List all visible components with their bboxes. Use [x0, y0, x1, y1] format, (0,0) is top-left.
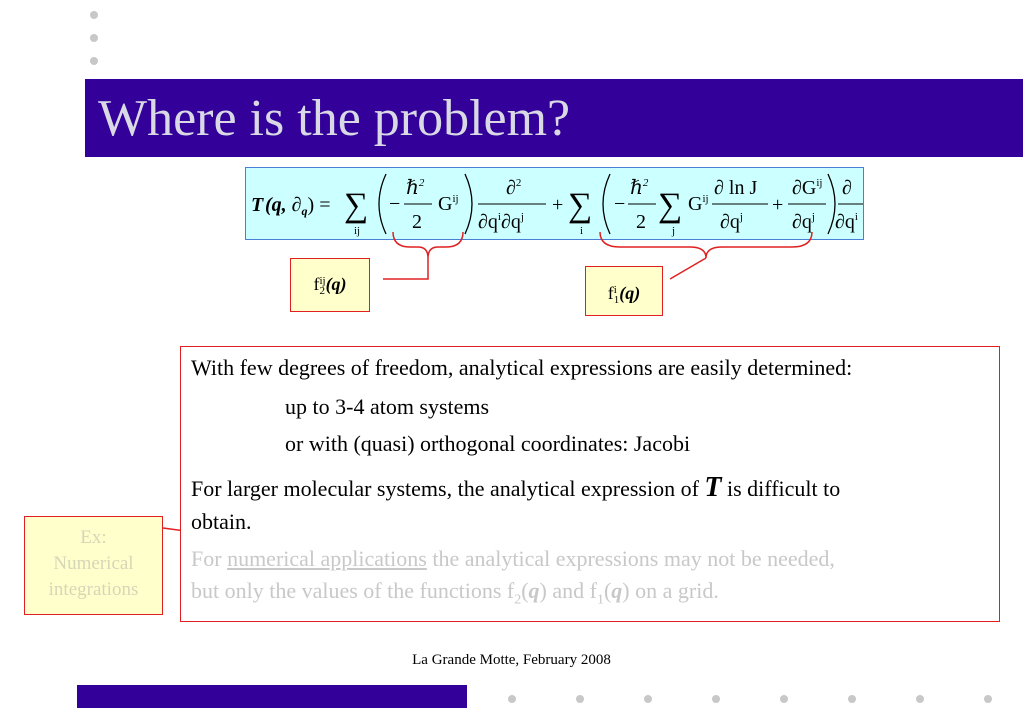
- formula-Gij-2: $G^{ij}$: [688, 193, 709, 215]
- label-f2-sub: 2: [319, 284, 325, 297]
- formula-dGij: $\partial G^{ij}$: [792, 177, 823, 199]
- formula-minus-1: −: [389, 193, 401, 215]
- connector-f2: [383, 258, 428, 279]
- decor-dot: [848, 695, 856, 703]
- text-line-5: obtain.: [191, 509, 252, 534]
- text-line-7: [191, 577, 719, 614]
- decor-dot: [90, 57, 98, 65]
- decor-dot: [90, 11, 98, 19]
- formula-d2: ∂$^2$: [506, 177, 522, 199]
- paren-left-2: [603, 174, 610, 234]
- formula-box: [245, 167, 864, 240]
- formula-hbar-2: ℏ$^2$: [630, 177, 649, 199]
- formula-sum-3: ∑: [658, 187, 683, 224]
- decor-dot: [508, 695, 516, 703]
- side-note-line-2: Numerical: [53, 553, 134, 574]
- decor-dot: [576, 695, 584, 703]
- text-line-7-b: (: [521, 578, 529, 603]
- text-line-7-a: but only the values of the functions f: [191, 578, 515, 603]
- side-note-line-1: Ex:: [80, 527, 107, 548]
- formula-sum-idx-ij: ij: [354, 225, 361, 237]
- formula-plus-1: +: [552, 194, 564, 216]
- formula-hbar-1: ℏ$^2$: [406, 177, 425, 199]
- formula-T: T: [251, 194, 264, 216]
- label-f1-arg: (q): [619, 283, 641, 303]
- decor-dot: [712, 695, 720, 703]
- label-f2-sup: ij: [319, 274, 326, 287]
- formula-sum-1: ∑: [344, 187, 369, 224]
- formula-dqj-1: $\partial q^j$: [720, 211, 743, 233]
- text-line-3: or with (quasi) orthogonal coordinates: Jacobi: [285, 431, 691, 456]
- formula-two-1: 2: [412, 211, 422, 233]
- formula-dqi: $\partial q^i$: [835, 211, 858, 233]
- decor-dot: [984, 695, 992, 703]
- text-line-7-sub2: 2: [514, 592, 522, 608]
- text-line-7-q1: q: [528, 578, 540, 603]
- text-line-6-pre: For: [191, 546, 228, 571]
- formula-Gij-1: $G^{ij}$: [438, 193, 459, 215]
- formula-sum-idx-i: i: [580, 225, 584, 237]
- text-line-4-post: is difficult to: [721, 476, 841, 501]
- formula-plus-2: +: [772, 194, 784, 216]
- label-f2-arg: (q): [325, 274, 347, 294]
- text-line-1: With few degrees of freedom, analytical expressions are easily determined:: [191, 355, 853, 380]
- label-f1: [585, 266, 663, 316]
- formula-partial: ∂: [842, 177, 852, 199]
- decor-dot: [916, 695, 924, 703]
- text-line-7-sub1: 1: [596, 592, 604, 608]
- label-f2-f: f: [313, 274, 320, 294]
- text-line-7-c: ) and f: [539, 578, 597, 603]
- formula-dqj-2: $\partial q^j$: [792, 211, 815, 233]
- text-line-7-q2: q: [611, 578, 623, 603]
- decor-dot: [644, 695, 652, 703]
- formula-two-2: 2: [636, 211, 646, 233]
- text-line-6: [191, 545, 835, 573]
- label-f1-f: f: [607, 283, 614, 303]
- paren-left-1: [379, 174, 386, 234]
- label-f1-sup: i: [613, 283, 617, 296]
- formula-sum-idx-j: j: [672, 225, 676, 237]
- numerical-applications-link[interactable]: numerical applications: [227, 546, 427, 571]
- side-note-line-3: integrations: [48, 579, 139, 600]
- footer-bar: [77, 685, 467, 708]
- slide-title: Where is the problem?: [98, 90, 571, 147]
- text-line-4: [191, 474, 840, 503]
- formula-dqidqj: $\partial q^i\partial q^j$: [478, 211, 524, 233]
- paren-right-2: [828, 174, 835, 234]
- text-line-7-d: (: [603, 578, 612, 603]
- connector-f1: [670, 258, 706, 279]
- text-line-4-T: T: [704, 472, 722, 503]
- text-line-4-pre: For larger molecular systems, the analytical expression of: [191, 476, 705, 501]
- text-line-7-e: ) on a grid.: [622, 578, 719, 603]
- formula-args: (q, $\partial_q$) =: [265, 194, 331, 218]
- footer-text: La Grande Motte, February 2008: [412, 652, 611, 668]
- formula-dlnJ: ∂ ln J: [714, 177, 758, 199]
- label-f1-sub: 1: [613, 293, 620, 306]
- decor-dot: [780, 695, 788, 703]
- formula-minus-2: −: [614, 193, 626, 215]
- side-note-box: [24, 516, 163, 615]
- label-f2: [290, 258, 370, 312]
- paren-right-1: [465, 174, 472, 234]
- decor-dot: [90, 34, 98, 42]
- text-line-2: up to 3-4 atom systems: [285, 394, 490, 419]
- formula-sum-2: ∑: [568, 187, 593, 224]
- formula-svg: [246, 168, 865, 241]
- text-line-6-post: the analytical expressions may not be needed,: [426, 546, 835, 571]
